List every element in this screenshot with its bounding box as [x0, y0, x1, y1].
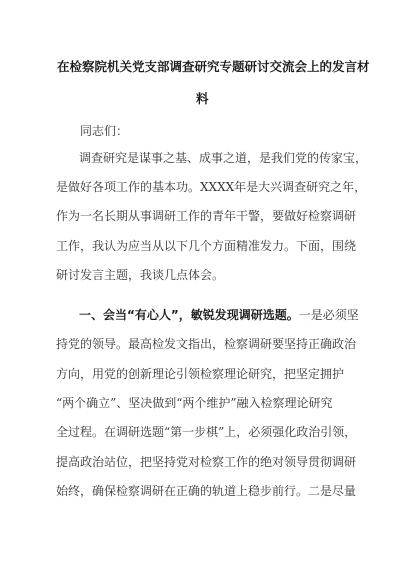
paragraph-1-line-1: 调查研究是谋事之基、成事之道，是我们党的传家宝，: [79, 151, 368, 165]
section-1-line-7: 始终，确保检察调研在正确的轨道上稳步前行。二是尽量: [56, 484, 357, 498]
document-title-line-2: 料: [196, 91, 209, 106]
paragraph-1-line-5: 研讨发言主题，我谈几点体会。: [56, 268, 225, 282]
paragraph-1-line-2: 是做好各项工作的基本功。XXXX年是大兴调查研究之年，: [56, 180, 367, 194]
section-1-heading-continuation: 一是必须坚: [298, 308, 359, 322]
salutation: 同志们：: [80, 124, 129, 138]
section-1-line-5: 全过程。在调研选题“第一步棋”上，必须强化政治引领，: [56, 425, 357, 439]
paragraph-1-line-4: 工作，我认为应当从以下几个方面精准发力。下面，围绕: [56, 239, 357, 253]
document-title-line-1: 在检察院机关党支部调查研究专题研讨交流会上的发言材: [57, 59, 370, 74]
section-1-first-line: [79, 307, 359, 323]
section-1-line-6: 提高政治站位，把坚持党对检察工作的绝对领导贯彻调研: [56, 455, 357, 469]
paragraph-1-line-3: 作为一名长期从事调研工作的青年干警，要做好检察调研: [56, 209, 357, 223]
section-1-line-3: 方向，用党的创新理论引领检察理论研究，把坚定拥护: [56, 367, 345, 381]
section-1-line-4: “两个确立”、坚决做到“两个维护”融入检察理论研究: [56, 396, 333, 410]
section-1-line-2: 持党的领导。最高检发文指出，检察调研要坚持正确政治: [56, 337, 357, 351]
section-1-heading: 一、会当“有心人”，敏锐发现调研选题。: [79, 308, 299, 322]
